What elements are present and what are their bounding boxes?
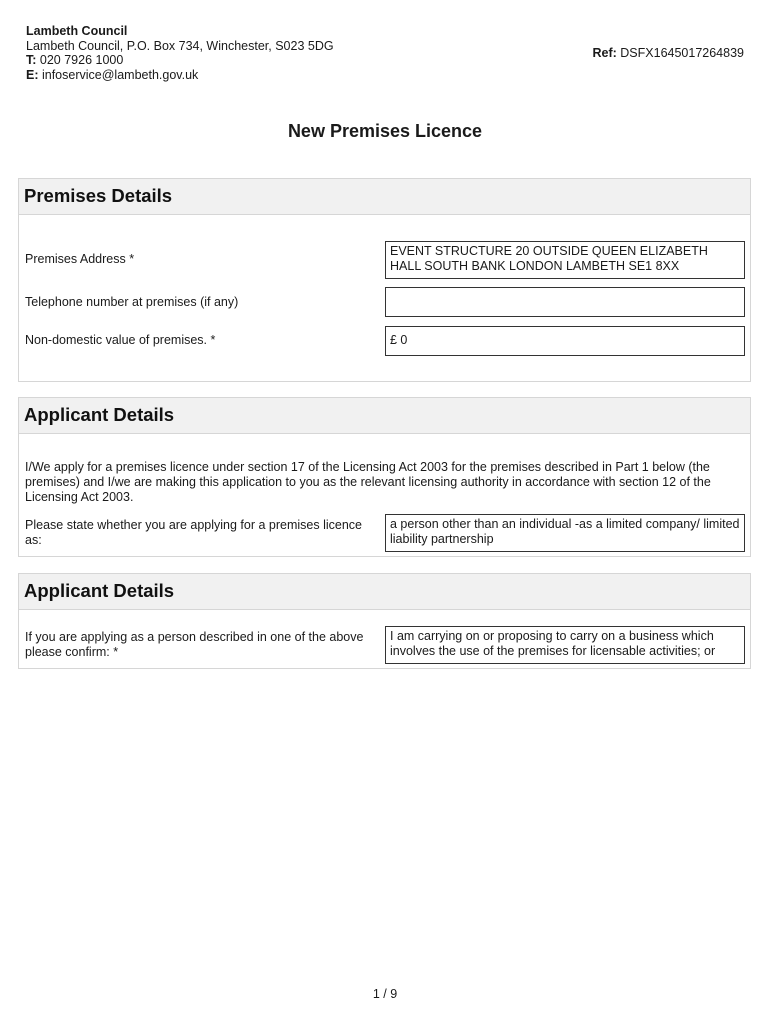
application-statement: I/We apply for a premises licence under section 17 of the Licensing Act 2003 for the premises described in Part 1 below (the premises) and I/we are making this application to you as the relevant licensing authority in accordance with section 12 of the Licensing Act 2003. (25, 460, 711, 504)
nondomestic-value-field[interactable]: £ 0 (385, 326, 745, 356)
council-address: Lambeth Council, P.O. Box 734, Winchester, S023 5DG (26, 38, 334, 53)
applying-as-field[interactable]: a person other than an individual -as a limited company/ limited liability partnership (385, 514, 745, 552)
email-label: E: (26, 67, 39, 82)
nondomestic-value-label: Non-domestic value of premises. * (25, 333, 216, 347)
council-email: infoservice@lambeth.gov.uk (41, 67, 199, 82)
confirm-label: If you are applying as a person described in one of the above please confirm: * (25, 630, 364, 659)
confirm-field[interactable]: I am carrying on or proposing to carry on a business which involves the use of the premises for licensable activities; or (385, 626, 745, 664)
council-contact-block (26, 24, 334, 82)
premises-phone-field[interactable] (385, 287, 745, 317)
applicant-details-section (18, 397, 751, 557)
council-email-line (26, 68, 334, 83)
premises-address-label: Premises Address * (25, 252, 135, 266)
premises-phone-label: Telephone number at premises (if any) (25, 295, 239, 309)
premises-details-section (18, 178, 751, 382)
section-heading: Premises Details (19, 179, 750, 215)
council-phone: 020 7926 1000 (39, 53, 124, 67)
premises-address-field[interactable]: EVENT STRUCTURE 20 OUTSIDE QUEEN ELIZABETH HALL SOUTH BANK LONDON LAMBETH SE1 8XX (385, 241, 745, 279)
section-heading: Applicant Details (19, 398, 750, 434)
applicant-confirmation-section (18, 573, 751, 669)
reference-number: DSFX1645017264839 (620, 46, 744, 60)
section-heading: Applicant Details (19, 574, 750, 610)
page-number: 1 / 9 (372, 987, 398, 1001)
council-name: Lambeth Council (26, 24, 128, 38)
council-phone-line (26, 53, 334, 68)
reference-label: Ref: (592, 46, 617, 60)
reference-block (592, 46, 744, 60)
applying-as-label: Please state whether you are applying for a premises licence as: (25, 518, 362, 547)
phone-label: T: (26, 53, 37, 67)
document-title: New Premises Licence (287, 121, 483, 141)
